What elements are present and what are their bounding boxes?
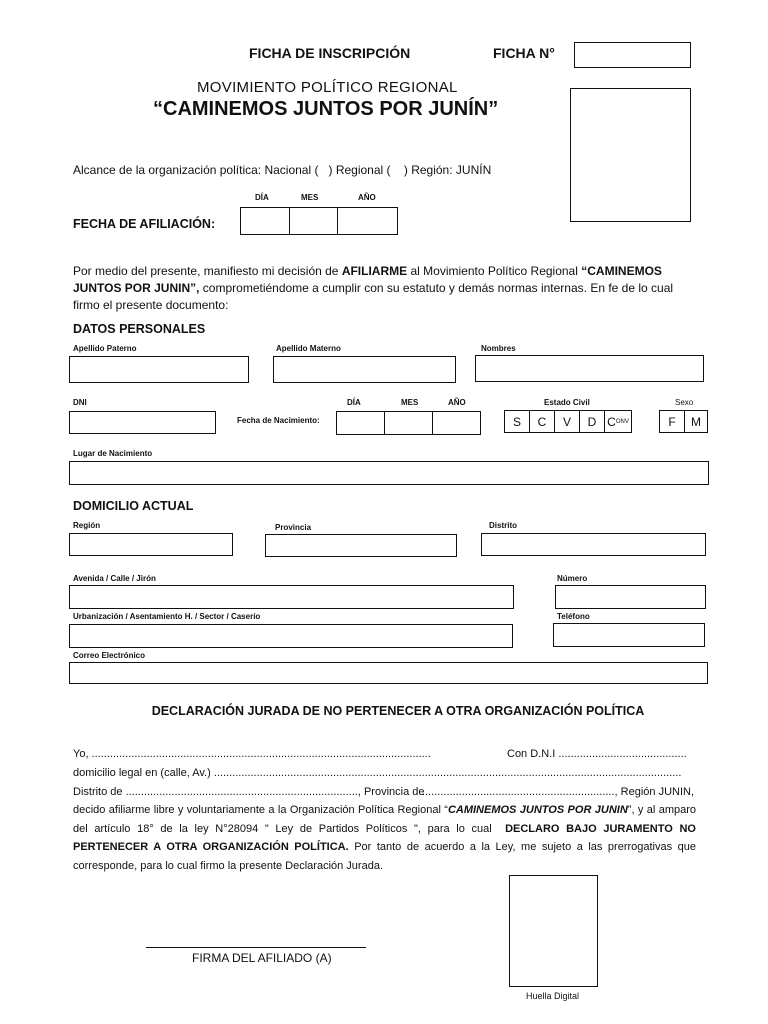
intro-text-2: al Movimiento Político Regional xyxy=(407,264,582,278)
birth-date-label: Fecha de Nacimiento: xyxy=(237,416,320,425)
form-title: FICHA DE INSCRIPCIÓN xyxy=(249,45,411,61)
decl-line-2: domicilio legal en (calle, Av.) ......................................................................................................................................................... xyxy=(73,767,682,779)
birth-month-cell[interactable] xyxy=(385,412,433,434)
scope-prefix: Alcance de la organización política: Nacional ( xyxy=(73,163,319,177)
birth-day-label: DÍA xyxy=(347,398,361,407)
decl-text-6: Por tanto de acuerdo a la Ley, me sujeto a las prerrogativas que corresponde, para lo cual firmo la presente Declaración Jurada. xyxy=(73,841,696,872)
provincia-input[interactable] xyxy=(265,534,457,557)
apellido-materno-input[interactable] xyxy=(273,356,456,383)
avenida-input[interactable] xyxy=(69,585,514,609)
birth-year-cell[interactable] xyxy=(433,412,480,434)
ficha-number-label: FICHA N° xyxy=(493,45,555,61)
apellido-materno-label: Apellido Materno xyxy=(276,344,341,353)
movement-label: MOVIMIENTO POLÍTICO REGIONAL xyxy=(197,79,458,96)
marital-option-conv[interactable] xyxy=(605,411,631,432)
urbanizacion-label: Urbanización / Asentamiento H. / Sector / Caserío xyxy=(73,612,261,621)
fingerprint-label: Huella Digital xyxy=(526,991,580,1001)
aff-year-cell[interactable] xyxy=(338,208,397,234)
marital-option-c[interactable]: C xyxy=(530,411,555,432)
birth-year-label: AÑO xyxy=(448,398,466,407)
aff-month-cell[interactable] xyxy=(290,208,338,234)
birthplace-input[interactable] xyxy=(69,461,709,485)
sex-options[interactable] xyxy=(659,410,708,433)
avenida-label: Avenida / Calle / Jirón xyxy=(73,574,156,583)
intro-bold-1: AFILIARME xyxy=(341,264,408,278)
decl-org-name: CAMINEMOS JUNTOS POR JUNIN xyxy=(447,804,628,816)
personal-section-title: DATOS PERSONALES xyxy=(73,322,206,336)
decl-text-4c: ”, y al xyxy=(627,804,656,816)
numero-label: Número xyxy=(557,574,588,583)
signature-label: FIRMA DEL AFILIADO (A) xyxy=(192,951,332,965)
marital-option-d[interactable]: D xyxy=(580,411,605,432)
birthplace-label: Lugar de Nacimiento xyxy=(73,449,153,458)
address-section-title: DOMICILIO ACTUAL xyxy=(73,499,194,513)
provincia-label: Provincia xyxy=(275,523,312,532)
intro-text-1: Por medio del presente, manifiesto mi decisión de xyxy=(73,264,342,278)
aff-month-label: MES xyxy=(301,193,319,202)
decl-line-3a: Distrito de ............................................................................, Provincia de xyxy=(73,786,425,798)
sex-label: Sexo xyxy=(675,398,694,407)
sex-option-m[interactable]: M xyxy=(691,414,701,429)
distrito-label: Distrito xyxy=(489,521,517,530)
decl-text-5a: amparo del artículo 18° de la ley N°28094 " Ley de Partidos Políticos ", para lo cual xyxy=(73,804,697,835)
declaration-body xyxy=(73,801,696,875)
nombres-input[interactable] xyxy=(475,355,704,382)
distrito-input[interactable] xyxy=(481,533,706,556)
aff-day-label: DÍA xyxy=(255,193,269,202)
marital-conv-letter: C xyxy=(607,414,616,429)
region-input[interactable] xyxy=(69,533,233,556)
movement-name: “CAMINEMOS JUNTOS POR JUNÍN” xyxy=(153,98,499,120)
numero-input[interactable] xyxy=(555,585,706,609)
apellido-paterno-input[interactable] xyxy=(69,356,249,383)
scope-regional: ) Regional ( xyxy=(328,163,391,177)
decl-oath: DECLARO BAJO JURAMENTO NO PERTENECER A OTRA ORGANIZACIÓN POLÍTICA. xyxy=(73,822,696,853)
intro-paragraph xyxy=(73,263,701,314)
birth-date-field[interactable] xyxy=(336,411,481,435)
telefono-label: Teléfono xyxy=(557,612,590,621)
scope-line xyxy=(73,163,491,177)
marital-option-s[interactable]: S xyxy=(505,411,530,432)
photo-box[interactable] xyxy=(570,88,691,222)
marital-option-v[interactable]: V xyxy=(555,411,580,432)
marital-status-options[interactable] xyxy=(504,410,632,433)
scope-region: ) Región: xyxy=(403,163,453,177)
decl-line-1a: Yo, ............................................................................................................... xyxy=(73,748,431,760)
region-label: Región xyxy=(73,521,101,530)
sex-option-f[interactable]: F xyxy=(660,411,685,432)
decl-line-1b: Con D.N.I .......................................... xyxy=(507,748,687,760)
ficha-number-field[interactable] xyxy=(574,42,691,68)
affiliation-date-field[interactable] xyxy=(240,207,398,235)
apellido-paterno-label: Apellido Paterno xyxy=(73,344,137,353)
nombres-label: Nombres xyxy=(481,344,516,353)
urbanizacion-input[interactable] xyxy=(69,624,513,648)
email-label: Correo Electrónico xyxy=(73,651,146,660)
fingerprint-box[interactable] xyxy=(509,875,598,987)
dni-input[interactable] xyxy=(69,411,216,434)
intro-text-3: comprometiéndome a cumplir con su estatuto y demás normas internas. En fe de lo cual firmo el presente documento: xyxy=(73,281,674,312)
birth-day-cell[interactable] xyxy=(337,412,385,434)
telefono-input[interactable] xyxy=(553,623,705,647)
decl-line-3b: ..............................................................., Región JUNIN, xyxy=(422,786,695,798)
marital-status-label: Estado Civil xyxy=(544,398,590,407)
birth-month-label: MES xyxy=(401,398,419,407)
marital-conv-sub: ONV xyxy=(615,418,629,425)
intro-bold-2: “CAMINEMOS JUNTOS POR JUNIN”, xyxy=(73,264,662,295)
aff-day-cell[interactable] xyxy=(241,208,290,234)
affiliation-date-label: FECHA DE AFILIACIÓN: xyxy=(73,217,216,231)
scope-region-value: JUNÍN xyxy=(455,163,492,177)
signature-line[interactable] xyxy=(146,947,366,948)
decl-text-4a: decido afiliarme libre y voluntariamente a la Organización Política Regional “ xyxy=(73,804,448,816)
dni-label: DNI xyxy=(73,398,87,407)
declaration-title: DECLARACIÓN JURADA DE NO PERTENECER A OTRA ORGANIZACIÓN POLÍTICA xyxy=(151,704,645,718)
email-input[interactable] xyxy=(69,662,708,684)
aff-year-label: AÑO xyxy=(358,193,376,202)
